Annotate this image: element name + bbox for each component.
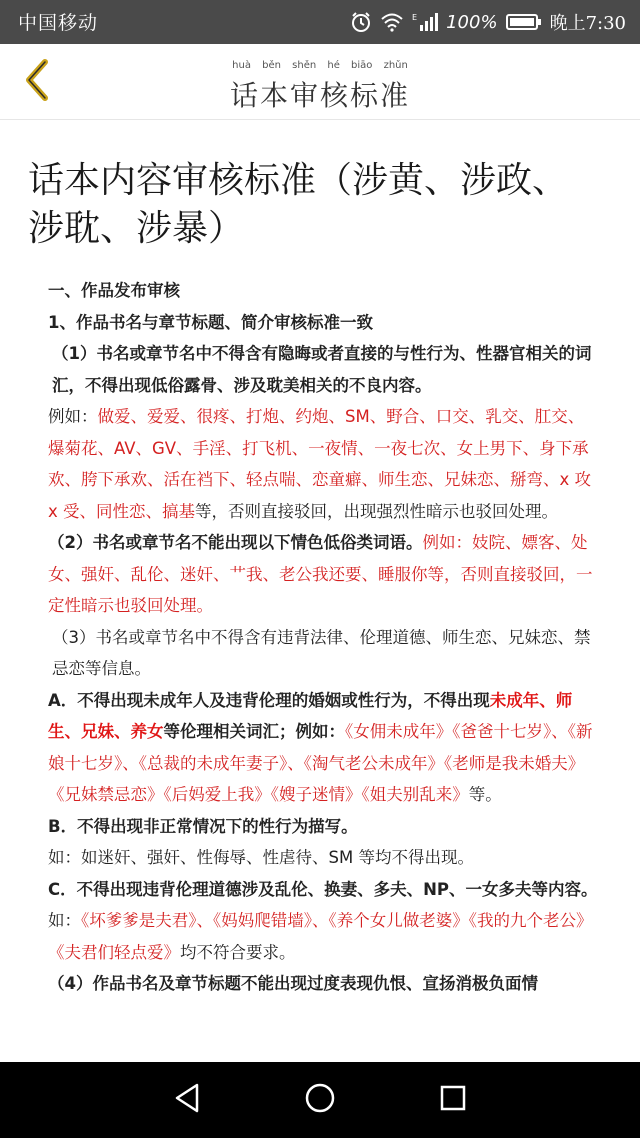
navigation-bar [0, 1062, 640, 1138]
svg-text:E: E [412, 13, 418, 22]
rule-b-head: B．不得出现非正常情况下的性行为描写。 [48, 816, 358, 836]
nav-home-button[interactable] [296, 1076, 344, 1124]
status-icons [350, 10, 626, 34]
rule-2 [48, 527, 598, 622]
rule-1: （1）书名或章节名中不得含有隐晦或者直接的与性行为、性器官相关的词汇，不得出现低俗露骨、涉及耽美相关的不良内容。 [52, 344, 592, 395]
article-content[interactable] [0, 121, 640, 1062]
page-title: 话本审核标准 [229, 79, 410, 112]
example-1 [48, 401, 598, 527]
wifi-icon [380, 12, 404, 32]
rule-4-partial: （4）作品书名及章节标题不能出现过度表现仇恨、宣扬消极负面情 [48, 974, 538, 993]
rule-c-titles: 《坏爹爹是夫君》、《妈妈爬错墙》、《养个女儿做老婆》《我的九个老公》《夫君们轻点爱》 [48, 911, 593, 962]
carrier-label: 中国移动 [18, 12, 99, 34]
rule-a [48, 685, 598, 811]
document-body [28, 275, 612, 1000]
rule-2-head: （2）书名或章节名不能出现以下情色低俗类词语。 [48, 533, 423, 552]
rule-c-tail: 均不符合要求。 [180, 942, 296, 962]
nav-recents-icon [439, 1084, 467, 1116]
item-heading: 1、作品书名与章节标题、简介审核标准一致 [48, 312, 373, 332]
battery-icon [506, 13, 542, 31]
clock: 晚上7:30 [549, 13, 626, 34]
rule-a-titles: 《女佣未成年》《爸爸十七岁》、《新娘十七岁》、《总裁的未成年妻子》、《淘气老公未成年》《老师是我未婚夫》《兄妹禁忌恋》《后妈爱上我》《嫂子迷情》《姐夫别乱来》 [48, 722, 593, 804]
example-label: 例如： [48, 407, 98, 426]
nav-recents-button[interactable] [429, 1076, 477, 1124]
nav-back-button[interactable] [163, 1076, 211, 1124]
section-heading: 一、作品发布审核 [48, 281, 180, 300]
rule-3: （3）书名或章节名中不得含有违背法律、伦理道德、师生恋、兄妹恋、禁忌恋等信息。 [52, 627, 591, 678]
rule-a-red: 未成年、师生、兄妹、养女 [48, 690, 573, 741]
rule-2-example: 例如：妓院、嫖客、处女、强奸、乱伦、迷奸、艹我、老公我还要、睡服你等，否则直接驳回，一定性暗示也驳回处理。 [48, 533, 593, 615]
app-header [0, 44, 640, 120]
status-bar [0, 0, 640, 44]
header-pinyin: huà běn shěn hé biāo zhǔn [232, 60, 408, 71]
rule-c-head: C．不得出现违背伦理道德涉及乱伦、换妻、多夫、NP、一女多夫等内容。 [48, 879, 598, 899]
rule-c [48, 905, 598, 968]
example-1-words: 做爱、爱爱、很疼、打炮、约炮、SM、野合、口交、乳交、肛交、爆菊花、AV、GV、手淫、打飞机、一夜情、一夜七次、女上男下、身下承欢、胯下承欢、活在裆下、轻点喘、恋童癖、师生恋、兄妹恋、掰弯、x 攻 x 受、同性恋、搞基 [48, 407, 592, 521]
alarm-icon [350, 11, 372, 33]
document-title: 话本内容审核标准（涉黄、涉政、涉耽、涉暴） [28, 160, 569, 249]
battery-percent: 100% [446, 11, 498, 33]
nav-home-icon [304, 1082, 336, 1118]
rule-a-tail: 等伦理相关词汇；例如： [163, 722, 345, 741]
nav-back-icon [172, 1082, 202, 1118]
rule-a-end: 等。 [468, 785, 502, 804]
rule-b-body: 如：如迷奸、强奸、性侮辱、性虐待、SM 等均不得出现。 [48, 848, 474, 867]
rule-c-label: 如： [48, 911, 81, 930]
example-1-tail: 等，否则直接驳回，出现强烈性暗示也驳回处理。 [195, 501, 559, 521]
signal-icon [412, 12, 438, 32]
rule-a-head: A．不得出现未成年人及违背伦理的婚姻或性行为，不得出现 [48, 690, 490, 710]
